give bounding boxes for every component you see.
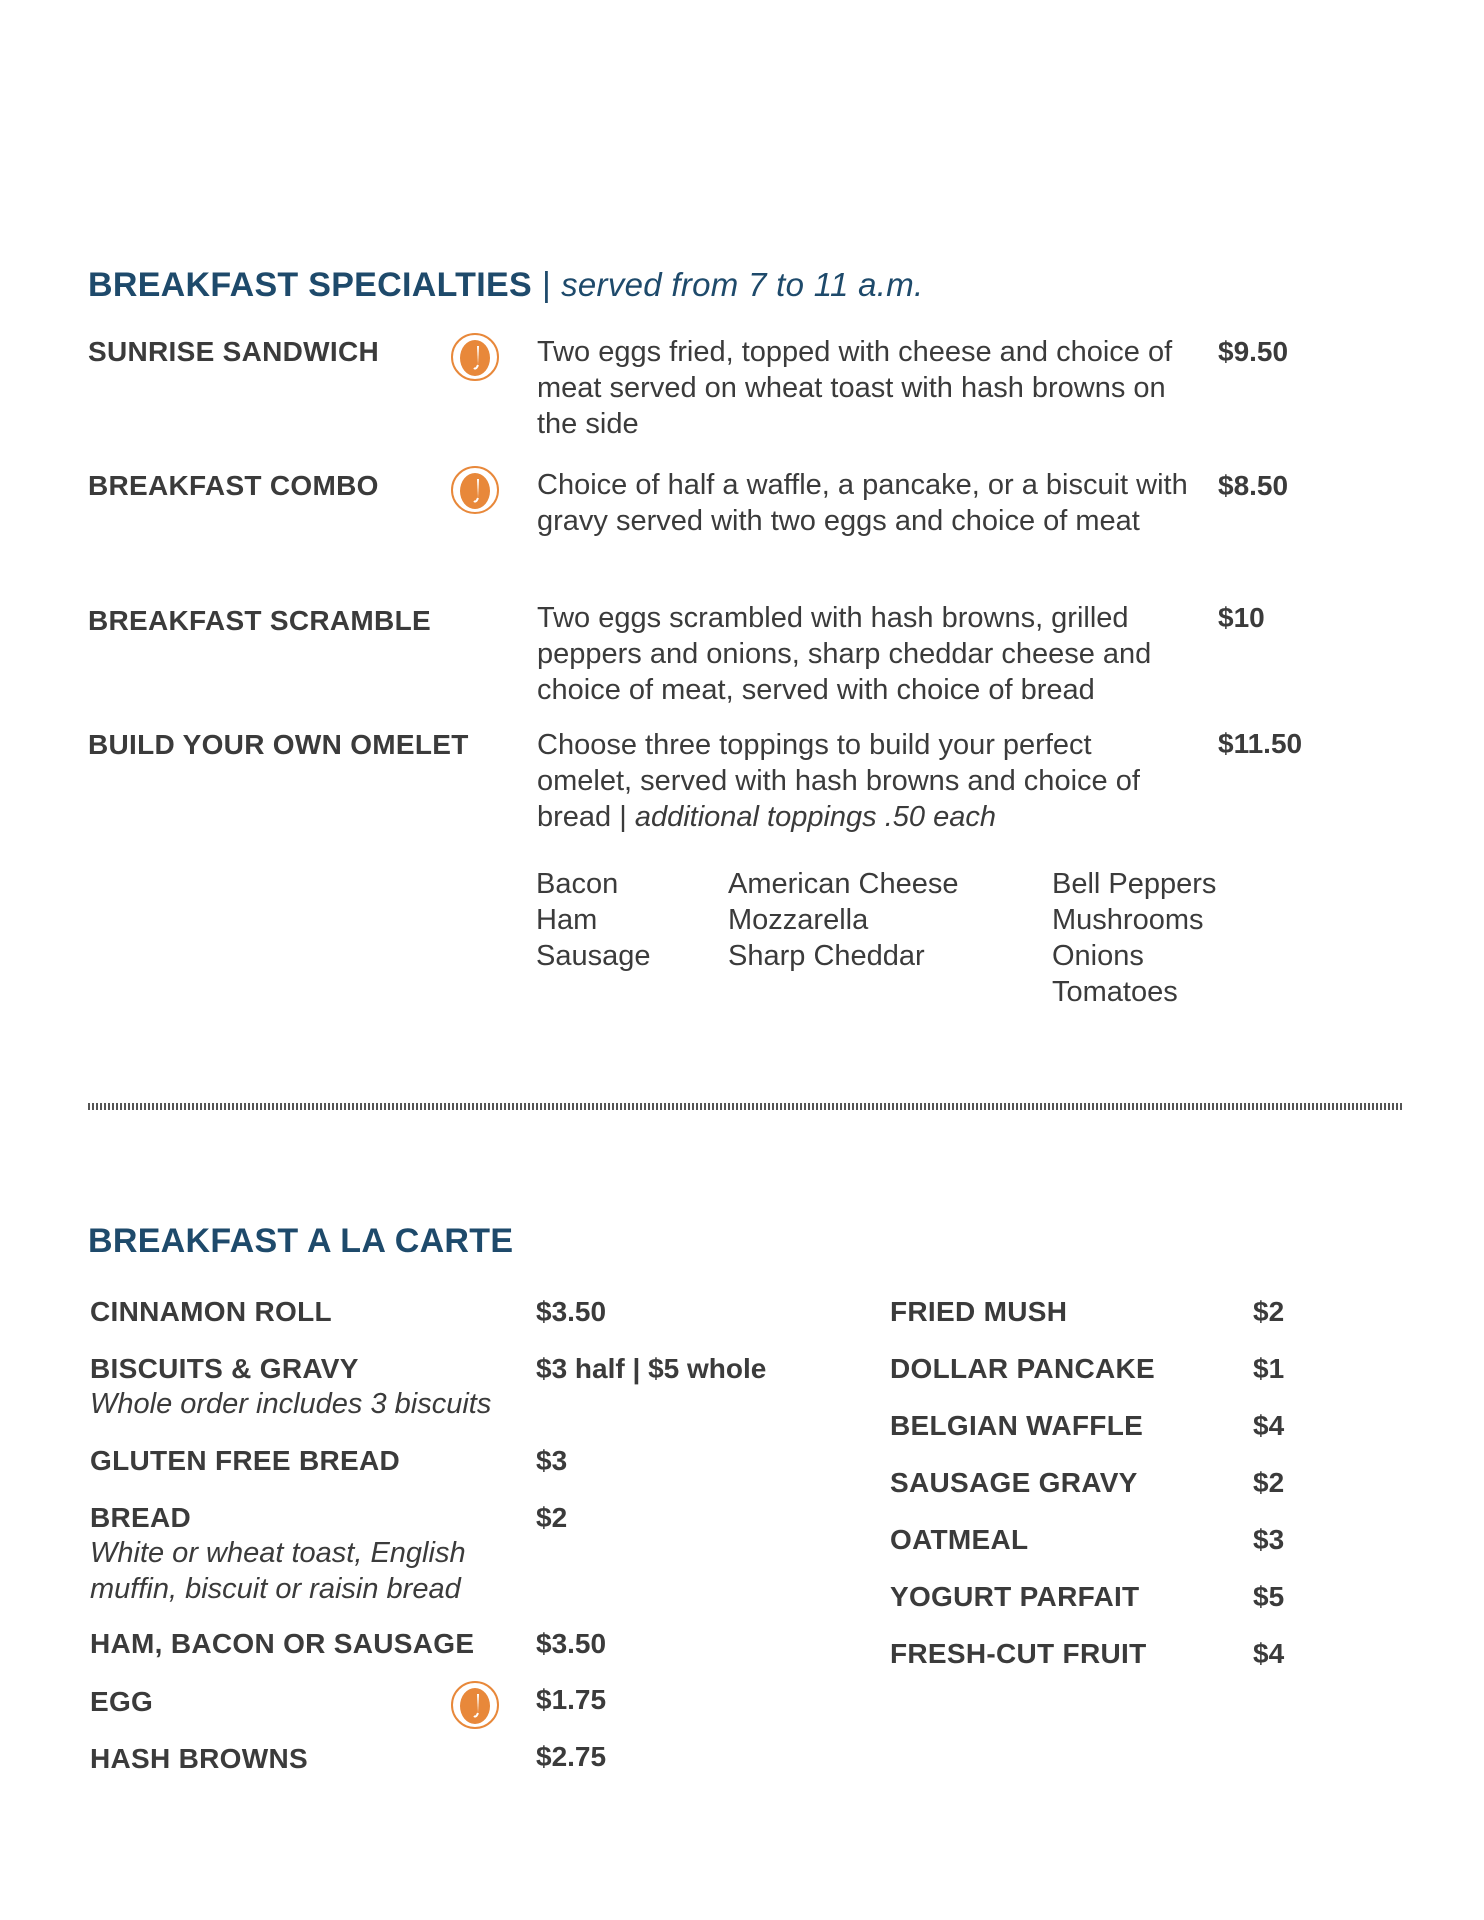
- specialties-title: BREAKFAST SPECIALTIES: [88, 266, 532, 304]
- item-name-breakfast-scramble: BREAKFAST SCRAMBLE: [88, 605, 431, 636]
- omelet-desc-text: Choose three toppings to build your perfect omelet, served with hash browns and choice of bread |: [537, 729, 1140, 833]
- ac-item-price: $3: [536, 1445, 568, 1476]
- ac-item-name: BELGIAN WAFFLE: [890, 1410, 1144, 1441]
- topping-item: Mozzarella: [728, 904, 869, 936]
- ac-item-price: $3.50: [536, 1296, 607, 1327]
- item-price-breakfast-combo: $8.50: [1218, 470, 1289, 501]
- alacarte-title: BREAKFAST A LA CARTE: [88, 1222, 514, 1260]
- ac-item-name: FRIED MUSH: [890, 1296, 1068, 1327]
- topping-item: Onions: [1052, 940, 1144, 972]
- item-price-build-your-own-omelet: $11.50: [1218, 728, 1303, 759]
- item-name-sunrise-sandwich: SUNRISE SANDWICH: [88, 336, 380, 367]
- ac-item-name: BREAD: [90, 1502, 192, 1533]
- egg-icon: [450, 1680, 500, 1730]
- toppings-veggies: [1052, 866, 1216, 1010]
- ac-item-sub: White or wheat toast, English muffin, biscuit or raisin bread: [90, 1537, 466, 1605]
- ac-item-name: SAUSAGE GRAVY: [890, 1467, 1138, 1498]
- ac-item-price: $3 half | $5 whole: [536, 1353, 767, 1384]
- item-price-breakfast-scramble: $10: [1218, 602, 1265, 633]
- ac-item-name: EGG: [90, 1686, 154, 1717]
- ac-item-price: $1: [1253, 1353, 1285, 1384]
- ac-item-name: CINNAMON ROLL: [90, 1296, 332, 1327]
- section-divider: [88, 1103, 1404, 1110]
- specialties-subtitle: served from 7 to 11 a.m.: [561, 266, 924, 303]
- item-desc-breakfast-combo: Choice of half a waffle, a pancake, or a biscuit with gravy served with two eggs and choice of meat: [537, 469, 1188, 537]
- ac-item-name: DOLLAR PANCAKE: [890, 1353, 1156, 1384]
- topping-item: Bell Peppers: [1052, 868, 1217, 900]
- ac-item-price: $2: [1253, 1467, 1285, 1498]
- ac-item-price: $1.75: [536, 1684, 607, 1715]
- item-name-build-your-own-omelet: BUILD YOUR OWN OMELET: [88, 729, 469, 760]
- ac-item-sub: Whole order includes 3 biscuits: [90, 1388, 492, 1420]
- specialties-heading: [88, 266, 923, 305]
- ac-item-name: GLUTEN FREE BREAD: [90, 1445, 400, 1476]
- ac-item-price: $3.50: [536, 1628, 607, 1659]
- topping-item: Mushrooms: [1052, 904, 1204, 936]
- ac-item-name: HAM, BACON OR SAUSAGE: [90, 1628, 475, 1659]
- ac-item-price: $2: [1253, 1296, 1285, 1327]
- ac-item-price: $2.75: [536, 1741, 607, 1772]
- heading-separator: |: [541, 266, 552, 304]
- item-desc-sunrise-sandwich: Two eggs fried, topped with cheese and choice of meat served on wheat toast with hash browns on the side: [537, 336, 1173, 440]
- topping-item: Tomatoes: [1052, 976, 1178, 1008]
- ac-item-price: $2: [536, 1502, 568, 1533]
- item-price-sunrise-sandwich: $9.50: [1218, 336, 1289, 367]
- ac-item-name: YOGURT PARFAIT: [890, 1581, 1140, 1612]
- topping-item: Bacon: [536, 868, 619, 900]
- item-name-breakfast-combo: BREAKFAST COMBO: [88, 470, 379, 501]
- item-desc-build-your-own-omelet: [537, 727, 1192, 835]
- topping-item: Sharp Cheddar: [728, 940, 925, 972]
- egg-icon: [450, 465, 500, 515]
- egg-icon: [450, 332, 500, 382]
- omelet-desc-note: additional toppings .50 each: [634, 801, 996, 833]
- topping-item: American Cheese: [728, 868, 959, 900]
- ac-item-name: HASH BROWNS: [90, 1743, 308, 1774]
- ac-item-price: $3: [1253, 1524, 1285, 1555]
- topping-item: Sausage: [536, 940, 651, 972]
- ac-item-price: $4: [1253, 1410, 1285, 1441]
- item-desc-breakfast-scramble: Two eggs scrambled with hash browns, grilled peppers and onions, sharp cheddar cheese and choice of meat, served with choice of bread: [537, 602, 1152, 706]
- ac-item-price: $4: [1253, 1638, 1285, 1669]
- ac-item-name: FRESH-CUT FRUIT: [890, 1638, 1147, 1669]
- ac-item-name: OATMEAL: [890, 1524, 1029, 1555]
- topping-item: Ham: [536, 904, 598, 936]
- ac-item-name: BISCUITS & GRAVY: [90, 1353, 359, 1384]
- toppings-cheeses: [728, 866, 959, 974]
- ac-item-price: $5: [1253, 1581, 1285, 1612]
- toppings-meats: [536, 866, 651, 974]
